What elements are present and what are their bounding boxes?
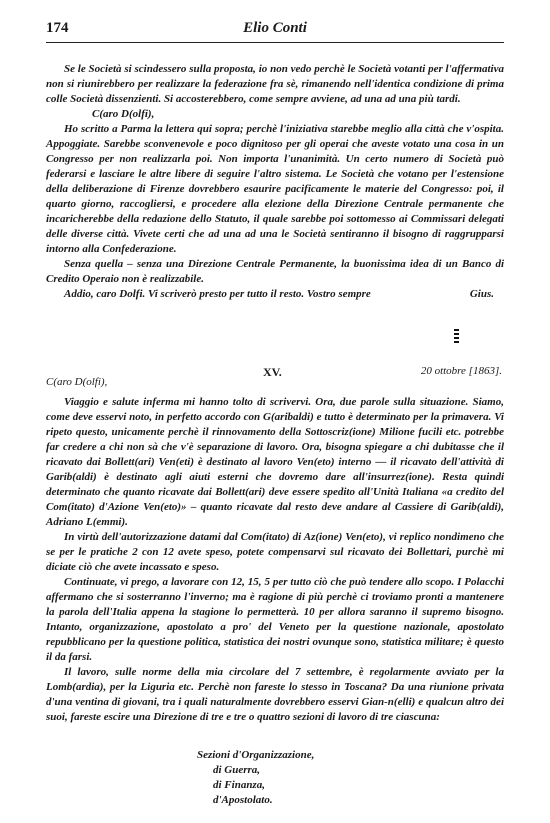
section-item: di Guerra,: [213, 764, 261, 776]
paragraph: Continuate, vi prego, a lavorare con 12, 15, 5 per tutto ciò che può tendere allo scopo. I Polacchi affermano che si sosterranno l'inverno; ma è ragione di più perchè ci troviamo pronti a mantenere la parola dell'Italia appena la stagione lo permetterà. 10 per allora saranno il supremo bisogno. Intanto, organizzazione, apostolato a pro' del Veneto per la questione nazionale, apostolato repubblicano per la questione politica, statistica dei nostri ovunque sono, statistica militare; è questo il da farsi.: [46, 576, 504, 663]
sections-list: [197, 748, 314, 808]
running-head: Elio Conti: [243, 20, 307, 36]
sections-title: Sezioni d'Organizzazione,: [197, 749, 315, 761]
letter-body: [46, 395, 504, 725]
top-text-block: [46, 62, 504, 302]
paragraph: Ho scritto a Parma la lettera qui sopra; perchè l'iniziativa starebbe meglio alla città che v'ospita. Appoggiate. Sarebbe sconvenevole e poco dignitoso per gli operai che aveste votato una cosa in un Congresso per non realizzarla poi. Non importa l'unanimità. Un certo numero di Società può federarsi e lasciare le altre libere di seguire l'altro sistema. Le Società che votano per l'estensione della deliberazione di Firenze dovrebbero esaurire pacificamente le materie del Congresso: poi, il quarto giorno, raccogliersi, e procedere alla elezione della Direzione Centrale permanente che incaricherebbe della redazione dello Statuto, il quale sarebbe poi sottomesso ai Commissari delegati delle diverse città. Vivete certi che ad una ad una le Società sentiranno il bisogno di raggrupparsi intorno alla Confederazione.: [46, 123, 504, 255]
stamp-mark: [454, 329, 459, 343]
closing-text: Addio, caro Dolfi. Vi scriverò presto per tutto il resto. Vostro sempre: [64, 288, 371, 300]
letter-salutation: C(aro D(olfi),: [46, 376, 108, 388]
header-rule: [46, 42, 504, 43]
closing-line: [46, 287, 504, 302]
paragraph: In virtù dell'autorizzazione datami dal Com(itato) di Az(ione) Ven(eto), vi replico nondimeno che se per le pratiche 2 con 12 avete speso, potete compensarvi sul ricavato dei Bollettari, purchè mi diciate ciò che avete incassato e speso.: [46, 531, 504, 573]
paragraph: Il lavoro, sulle norme della mia circolare del 7 settembre, è regolarmente avviato per la Lomb(ardia), per la Liguria etc. Perchè non fareste lo stesso in Toscana? Da una riunione privata d'una ventina di giovani, tra i quali naturalmente dovrebbero esservi Gian-n(elli) e qualcun altro dei suoi, fareste escire una Direzione di tre e tre o quattro sezioni di lavoro di tre ciascuna:: [46, 666, 504, 723]
letter-date: 20 ottobre [1863].: [420, 365, 502, 377]
paragraph: Se le Società si scindessero sulla proposta, io non vedo perchè le Società votanti per l'affermativa non si riunirebbero per realizzare la federazione fra sè, rimanendo nell'identica condizione di prima colle Società dissenzienti. Si accosterebbero, come sempre avviene, ad una ad una più tardi.: [46, 63, 504, 105]
paragraph: Senza quella – senza una Direzione Centrale Permanente, la buonissima idea di un Banco di Credito Operaio non è realizzabile.: [46, 258, 504, 285]
salutation: C(aro D(olfi),: [92, 108, 155, 120]
section-item: di Finanza,: [213, 779, 265, 791]
section-item: d'Apostolato.: [213, 794, 273, 806]
signature: Gius.: [469, 288, 494, 300]
letter-heading: [46, 365, 504, 380]
letter-number: XV.: [263, 365, 282, 379]
page-header: [46, 20, 504, 38]
paragraph: Viaggio e salute inferma mi hanno tolto di scrivervi. Ora, due parole sulla situazione. Siamo, come deve esservi noto, in perfetto accordo con G(aribaldi) e tutto è determinato per la primavera. Vi ripeto questo, unicamente perchè il rinnovamento della Sottoscriz(ione) Milione fucili etc. potrebbe far credere a chi non sà che v'è separazione di lavoro. Ora, bisogna spiegare a chi dubitasse che il ricavato dai Bollett(ari) Ven(eti) è destinato al lavoro Ven(eto) interno — il ricavato dell'attività di Garib(aldi) è destinato agli aiuti esterni che dovremo dare all'insurrez(ione). Resta quindi determinato che quanto ricavate dai Bollett(ari) deve essere spedito all'Unità Italiana «a credito del Com(itato) d'Azione Ven(eto)» – quanto ricavate dal resto deve andare al Cassiere di Garib(aldi), Adriano L(emmi).: [46, 396, 504, 528]
page-number: 174: [46, 20, 69, 36]
